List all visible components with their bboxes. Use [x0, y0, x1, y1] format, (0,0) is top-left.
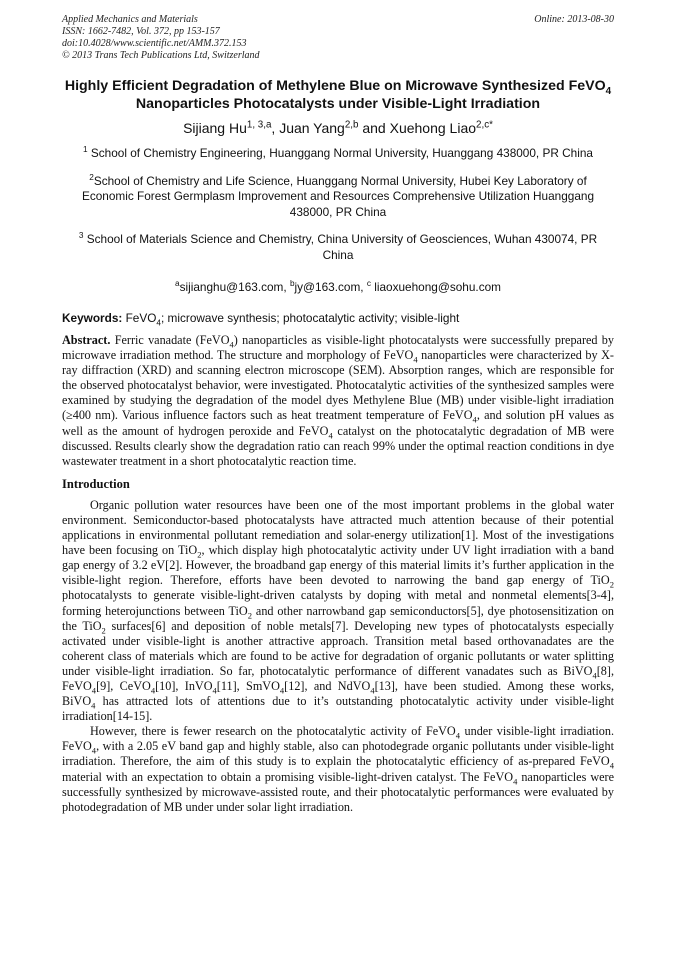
journal-doi: doi:10.4028/www.scientific.net/AMM.372.153	[62, 38, 247, 49]
intro-paragraph-1: Organic pollution water resources have been one of the most important problems in the global water environment. Semiconductor-based photocatalysts have attracted much attention because of their potential applications in environmental pollutant remediation and solar-energy utilization[1]. Most of the investigations have been focusing on TiO$_2$, which display high photocatalytic activity under UV light irradiation with a band gap energy of 3.2 eV[2]. However, the broadband gap energy of this material limits it’s further application in the visible-light region. Therefore, efforts have been devoted to narrowing the band gap energy of TiO$_2$ photocatalysts to generate visible-light-driven catalysts by doping with metal and nonmetal elements[3-4], forming heterojunctions between TiO$_2$ and other narrowband gap semiconductors[5], dye photosensitization on the TiO$_2$ surfaces[6] and deposition of noble metals[7]. Developing new types of photocatalysts especially activated under visible-light is another attractive approach. Transition metal based orthovanadates are the coherent class of materials which are found to be active for degradation of organic pollutants or water splitting under visible-light irradiation. So far, photocatalytic performance of different vanadates such as BiVO$_4$[8], FeVO$_4$[9], CeVO$_4$[10], InVO$_4$[11], SmVO$_4$[12], and NdVO$_4$[13], have been studied. Among these works, BiVO$_4$ has attracted lots of attentions due to it’s outstanding photocatalytic activity under visible-light irradiation[14-15].	[62, 497, 615, 724]
affiliation-mark: 1	[83, 145, 88, 155]
email-mark: b	[289, 279, 295, 289]
abstract-label: Abstract.	[62, 333, 111, 347]
author-separator: and	[358, 120, 390, 136]
affiliation-mark: 2	[89, 172, 94, 182]
paper-title	[62, 78, 614, 113]
email-link[interactable]: jy@163.com,	[294, 280, 367, 294]
keywords-fevo: FeVO	[122, 311, 157, 325]
title-part-2: Nanoparticles Photocatalysts under Visible-Light Irradiation	[135, 95, 541, 112]
author-emails	[62, 280, 614, 295]
journal-name: Applied Mechanics and Materials	[62, 14, 198, 25]
affiliation-2	[62, 174, 614, 221]
email-mark: c	[366, 279, 371, 289]
author-affiliation-mark: 2,c*	[476, 119, 493, 131]
author-name: Juan Yang	[279, 120, 345, 136]
author-name: Sijiang Hu	[183, 120, 247, 136]
journal-issn: ISSN: 1662-7482, Vol. 372, pp 153-157	[62, 26, 220, 37]
keywords-rest: ; microwave synthesis; photocatalytic activity; visible-light	[161, 311, 460, 325]
affiliation-3	[62, 232, 614, 263]
keywords-label: Keywords:	[62, 311, 123, 325]
author-affiliation-mark: 1, 3,a	[246, 119, 272, 131]
abstract-text: Ferric vanadate (FeVO$_4$) nanoparticles as visible-light photocatalysts were successfully prepared by microwave irradiation method. The structure and morphology of FeVO$_4$ nanoparticles were characterized by X-ray diffraction (XRD) and scanning electron microscope (SEM). Absorption ranges, which are responsible for the observed photocatalyst behavior, were investigated. Photocatalytic activities of the synthesized samples were examined by studying the degradation of the model dyes Methylene Blue (MB) under visible-light irradiation (≥400 nm). Various influence factors such as heat treatment temperature of FeVO$_4$, and solution pH values as well as the amount of hydrogen peroxide and FeVO$_4$ catalyst on the photocatalytic degradation of MB were discussed. Results clearly show the degradation ratio can reach 99% under the optimal reaction conditions in dye wastewater treatment in a short photocatalytic reaction time.	[62, 333, 614, 468]
section-heading-introduction: Introduction	[62, 476, 130, 491]
affiliation-1	[62, 146, 614, 162]
title-part-1: Highly Efficient Degradation of Methylene Blue on Microwave Synthesized FeVO	[64, 78, 606, 94]
affiliation-text: School of Chemistry and Life Science, Huanggang Normal University, Hubei Key Laboratory of Economic Forest Germplasm Improvement and Resources Comprehensive Utilization Huanggang 438000, PR China	[81, 173, 595, 219]
keywords	[62, 311, 614, 326]
author-affiliation-mark: 2,b	[344, 119, 359, 131]
email-mark: a	[175, 279, 180, 289]
affiliation-text: School of Chemistry Engineering, Huanggang Normal University, Huanggang 438000, PR China	[87, 146, 593, 160]
author-list	[62, 119, 614, 137]
journal-copyright: © 2013 Trans Tech Publications Ltd, Switzerland	[62, 50, 260, 61]
journal-header	[62, 14, 614, 62]
intro-paragraph-2: However, there is fewer research on the photocatalytic activity of FeVO$_4$ under visible-light irradiation. FeVO$_4$, with a 2.05 eV band gap and highly stable, also can photodegrade organic pollutants under visible-light irradiation. Therefore, the aim of this study is to explain the photocatalytic efficiency of as-prepared FeVO$_4$ material with an expectation to obtain a promising visible-light-driven catalyst. The FeVO$_4$ nanoparticles were successfully synthesized by microwave-assisted route, and their photocatalytic performances were evaluated by photodegradation of MB under under solar light irradiation.	[62, 724, 615, 814]
affiliation-mark: 3	[78, 231, 84, 241]
author-separator: ,	[271, 120, 280, 136]
affiliation-text: School of Materials Science and Chemistry, China University of Geosciences, Wuhan 430074, PR China	[83, 232, 598, 262]
email-link[interactable]: sijianghu@163.com,	[179, 280, 290, 294]
email-link[interactable]: liaoxuehong@sohu.com	[370, 280, 501, 294]
keywords-subscript: 4	[156, 318, 161, 328]
paper-page	[62, 14, 614, 815]
title-subscript: 4	[605, 85, 612, 97]
author-name: Xuehong Liao	[389, 120, 477, 136]
online-date: Online: 2013-08-30	[534, 14, 614, 25]
abstract	[62, 333, 614, 469]
